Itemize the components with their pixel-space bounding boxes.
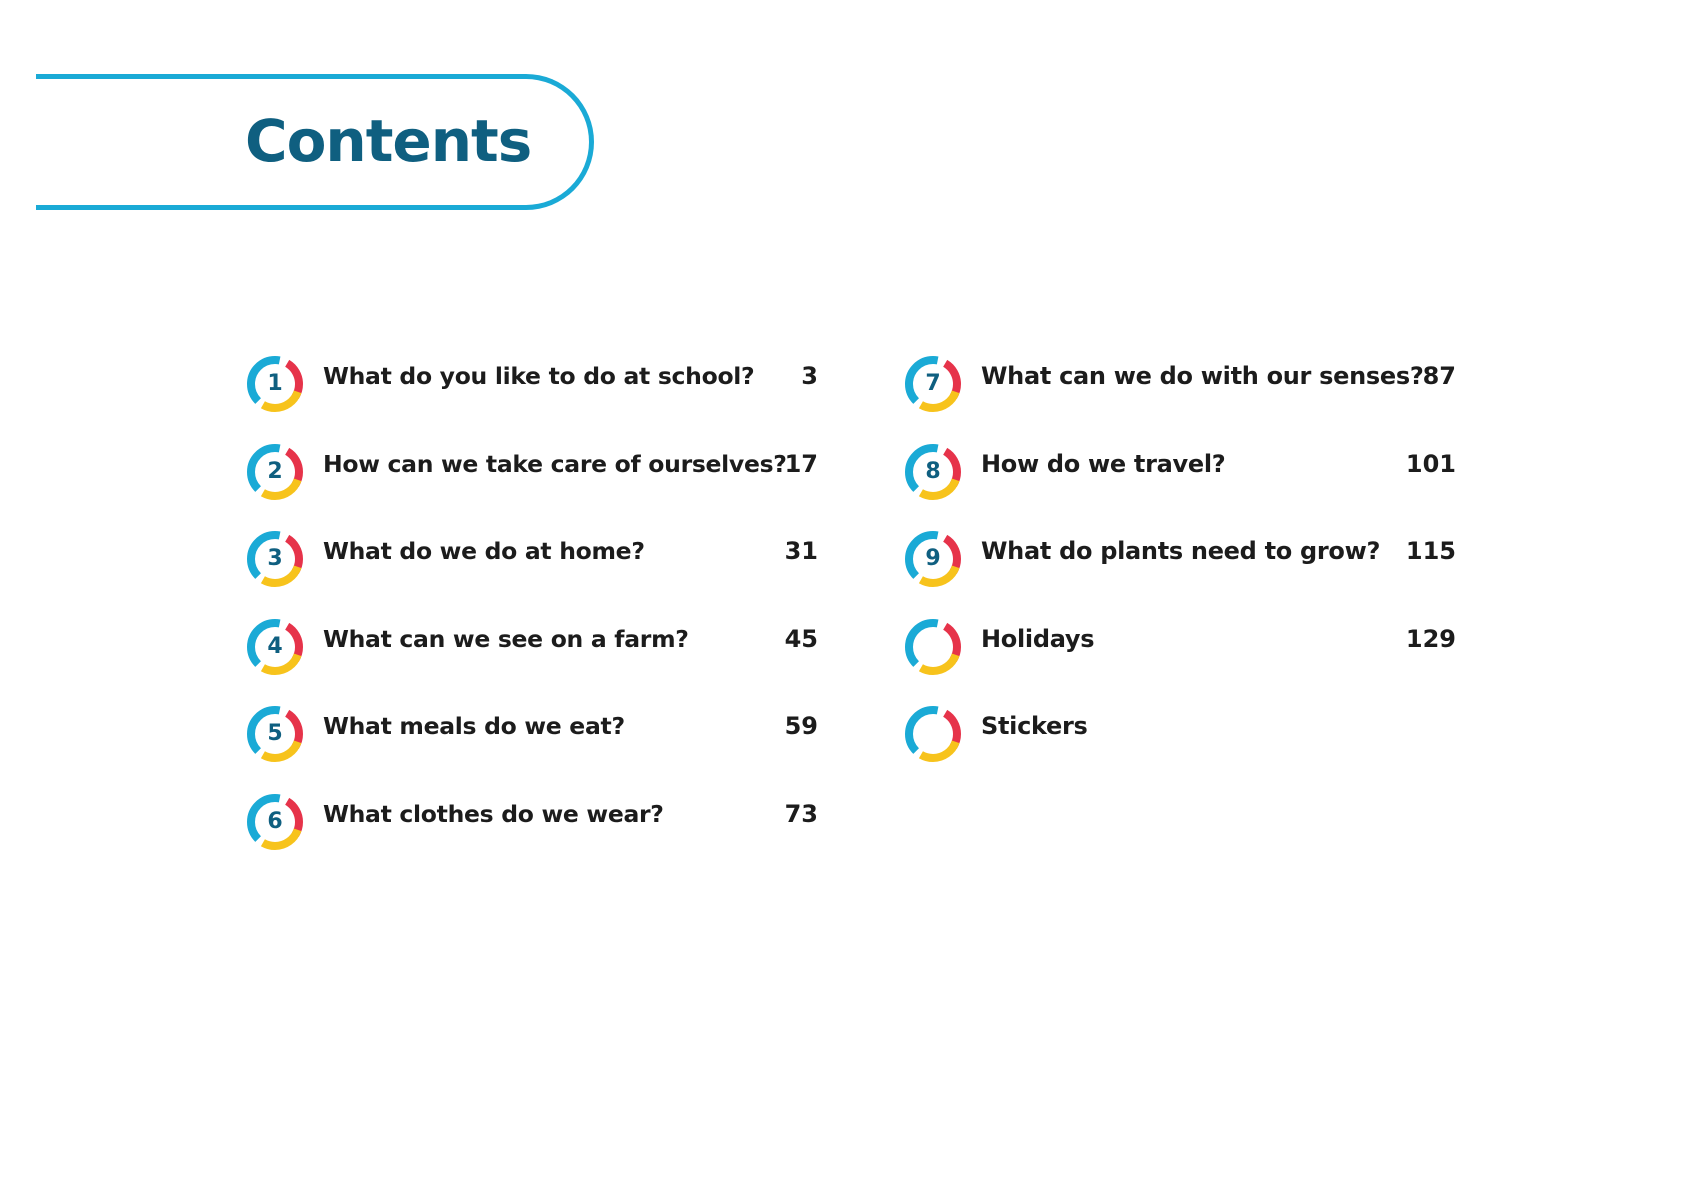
contents-row[interactable]: [246, 350, 818, 438]
unit-number: 8: [925, 458, 941, 484]
unit-title: What do we do at home?: [323, 537, 645, 566]
contents-row[interactable]: [904, 613, 1456, 701]
unit-number: 1: [267, 371, 283, 396]
unit-title: What can we do with our senses?: [981, 362, 1424, 390]
contents-row[interactable]: [246, 525, 818, 613]
tri-color-ring-icon: [246, 530, 304, 588]
unit-number: 7: [925, 371, 941, 396]
unit-number: 4: [267, 633, 283, 659]
contents-row[interactable]: [246, 613, 818, 701]
contents-row[interactable]: [904, 438, 1456, 526]
tri-color-ring-icon: [246, 355, 304, 413]
unit-number: [904, 618, 962, 676]
unit-number: 3: [267, 546, 283, 572]
page-number: 45: [784, 624, 818, 653]
page-title: Contents: [245, 107, 532, 175]
contents-column-right: [904, 350, 1456, 788]
contents-row[interactable]: [246, 788, 818, 876]
page-number: 73: [784, 799, 818, 828]
contents-row[interactable]: [904, 350, 1456, 438]
unit-title: What do you like to do at school?: [323, 362, 755, 390]
unit-title: Holidays: [981, 624, 1095, 653]
unit-number: 6: [267, 808, 283, 834]
unit-number: 9: [925, 546, 941, 572]
page-number: 3: [801, 362, 818, 390]
unit-title: Stickers: [981, 712, 1088, 741]
page-number: 87: [1422, 362, 1456, 390]
unit-title: What can we see on a farm?: [323, 624, 689, 653]
page-number: 115: [1405, 537, 1456, 566]
tri-color-ring-icon: [246, 443, 304, 501]
contents-row[interactable]: [904, 700, 1456, 788]
tri-color-ring-icon: [904, 355, 962, 413]
unit-title: How do we travel?: [981, 449, 1226, 478]
tri-color-ring-icon: [904, 705, 962, 763]
page-number: 59: [784, 712, 818, 741]
unit-title: What meals do we eat?: [323, 712, 625, 741]
tri-color-ring-icon: [246, 618, 304, 676]
tri-color-ring-icon: [904, 443, 962, 501]
unit-number: [904, 705, 962, 763]
unit-title: What clothes do we wear?: [323, 799, 664, 828]
contents-row[interactable]: [246, 438, 818, 526]
tri-color-ring-icon: [904, 530, 962, 588]
page-number: 31: [784, 537, 818, 566]
unit-title: What do plants need to grow?: [981, 537, 1381, 566]
page-number: 17: [784, 449, 818, 478]
unit-number: 5: [267, 721, 283, 747]
page-number: 101: [1405, 449, 1456, 478]
tri-color-ring-icon: [904, 618, 962, 676]
unit-title: How can we take care of ourselves?: [323, 449, 787, 478]
unit-number: 2: [267, 458, 283, 484]
tri-color-ring-icon: [246, 705, 304, 763]
contents-row[interactable]: [246, 700, 818, 788]
contents-column-left: [246, 350, 818, 876]
tri-color-ring-icon: [246, 793, 304, 851]
contents-row[interactable]: [904, 525, 1456, 613]
page-number: 129: [1405, 624, 1456, 653]
